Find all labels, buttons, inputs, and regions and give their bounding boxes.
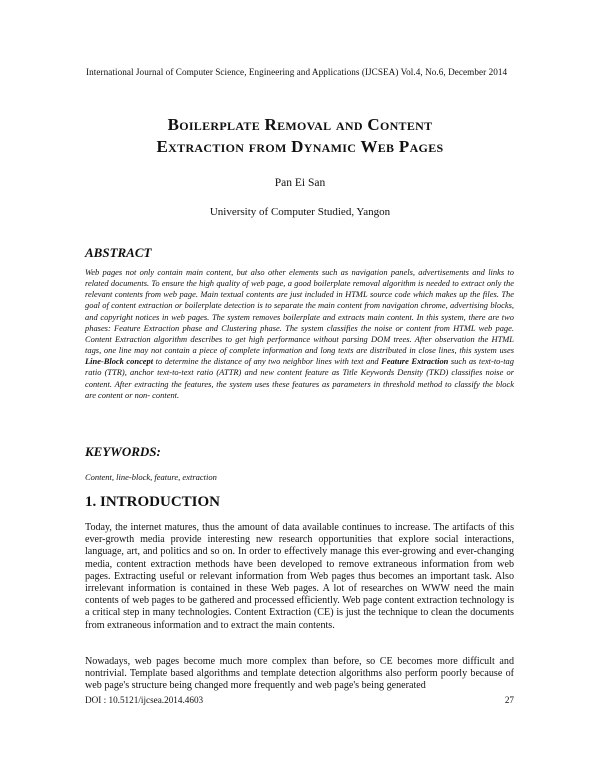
page-number: 27 bbox=[504, 695, 514, 705]
keywords-heading: KEYWORDS: bbox=[85, 444, 161, 459]
abstract-text-part3: such as text-to-tag ratio (TTR), anchor text-to-text ratio (ATTR) and new content feature as Title Keywords Density (TKD) classifies noise or content. After extracting the features, the system uses these features as parameters in threshold method to classify the block are content or non- content. bbox=[85, 356, 514, 400]
abstract-text-part2: to determine the distance of any two neighbor lines with text and bbox=[153, 356, 382, 367]
introduction-paragraph-1: Today, the internet matures, thus the amount of data available continues to increase. The artifacts of this ever-growth media provide interesting new research opportunities that explore social interactions, language, art, and politics and so on. In order to effectively manage this ever-growing and ever-changing media, content extraction methods have been developed to remove extraneous information from web pages. Extracting useful or relevant information from Web pages thus becomes an important task. Also irrelevant information is contained in these Web pages. A lot of researches on WWW need the main contents of web pages to be gathered and processed efficiently. Web page content extraction technology is a critical step in many technologies. Content Extraction (CE) is just the technique to clean the documents from extraneous information and to extract the main contents. bbox=[85, 522, 514, 631]
doi-link[interactable]: DOI : 10.5121/ijcsea.2014.4603 bbox=[85, 695, 204, 705]
abstract-text-part1: Web pages not only contain main content, but also other elements such as navigation panels, advertisements and links to related documents. To ensure the high quality of web page, a good boilerplate removal algorithm is needed to extract only the relevant contents from web page. Main textual contents are just included in HTML source code which makes up the files. The goal of content extraction or boilerplate detection is to separate the main content from navigation chrome, advertising blocks, and copyright notices in web pages. The system removes boilerplate and extracts main content. In this system, there are two phases: Feature Extraction phase and Clustering phase. The system classifies the noise or content from HTML web page. Content Extraction algorithm describes to get high performance without parsing DOM trees. After observation the HTML tags, one line may not contain a piece of complete information and long texts are distributed in close lines, this system uses bbox=[85, 267, 514, 356]
title-line-1: Boilerplate Removal and Content bbox=[167, 115, 433, 134]
paper-title bbox=[0, 114, 600, 158]
abstract-text bbox=[85, 267, 514, 401]
introduction-paragraph-2: Nowadays, web pages become much more complex than before, so CE becomes more difficult and nontrivial. Template based algorithms and template detection algorithms also perform poorly because of web page's structure being changed more frequently and web page's being generated bbox=[85, 656, 514, 692]
page-footer bbox=[85, 695, 514, 705]
keywords-text: Content, line-block, feature, extraction bbox=[85, 472, 217, 482]
title-line-2: Extraction from Dynamic Web Pages bbox=[156, 137, 444, 156]
abstract-bold-feature-extraction: Feature Extraction bbox=[381, 356, 449, 367]
journal-header: International Journal of Computer Science, Engineering and Applications (IJCSEA) Vol.4, No.6, December 2014 bbox=[86, 67, 508, 77]
abstract-heading: ABSTRACT bbox=[85, 245, 152, 260]
author-affiliation: University of Computer Studied, Yangon bbox=[209, 206, 391, 218]
abstract-bold-line-block: Line-Block concept bbox=[85, 356, 154, 367]
introduction-heading: 1. INTRODUCTION bbox=[85, 494, 221, 510]
author-name: Pan Ei San bbox=[274, 177, 326, 189]
